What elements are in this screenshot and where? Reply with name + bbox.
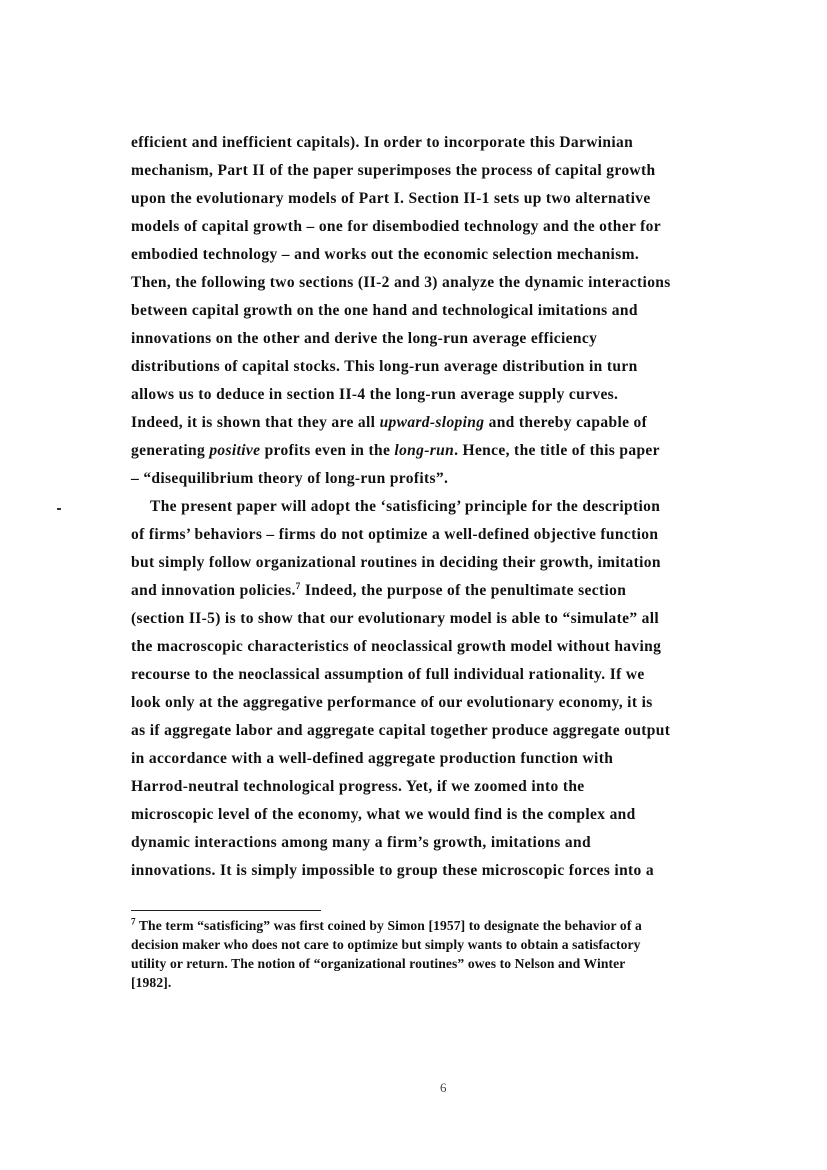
- text-run: and innovation policies.: [131, 582, 296, 599]
- text-run: Indeed, the purpose of the penultimate section: [300, 582, 627, 599]
- body-line: distributions of capital stocks. This long-run average distribution in turn: [131, 358, 638, 375]
- body-line: [131, 413, 647, 433]
- body-line: innovations on the other and derive the long-run average efficiency: [131, 330, 598, 347]
- text-run: . Hence, the title of this paper: [454, 442, 660, 459]
- text-run: generating: [131, 442, 210, 459]
- footnote-number: 7: [131, 916, 136, 927]
- body-line: efficient and inefficient capitals). In order to incorporate this Darwinian: [131, 134, 634, 151]
- footnote-line: [1982].: [131, 975, 172, 990]
- body-line: upon the evolutionary models of Part I. Section II-1 sets up two alternative: [131, 190, 651, 207]
- body-line: of firms’ behaviors – firms do not optimize a well-defined objective function: [131, 526, 659, 543]
- body-line: [131, 581, 626, 601]
- body-line: between capital growth on the one hand and technological imitations and: [131, 302, 638, 319]
- body-line: the macroscopic characteristics of neoclassical growth model without having: [131, 638, 662, 655]
- scan-mark: [57, 508, 61, 510]
- body-line: allows us to deduce in section II-4 the long-run average supply curves.: [131, 386, 619, 403]
- body-line: (section II-5) is to show that our evolutionary model is able to “simulate” all: [131, 610, 660, 627]
- body-line: recourse to the neoclassical assumption of full individual rationality. If we: [131, 666, 645, 683]
- body-line: embodied technology – and works out the economic selection mechanism.: [131, 246, 640, 263]
- body-line: as if aggregate labor and aggregate capital together produce aggregate output: [131, 722, 671, 739]
- text-run: and thereby capable of: [484, 414, 648, 431]
- body-line: models of capital growth – one for disembodied technology and the other for: [131, 218, 661, 235]
- body-line: mechanism, Part II of the paper superimposes the process of capital growth: [131, 162, 656, 179]
- page-number: 6: [440, 1080, 447, 1095]
- body-line: [131, 441, 660, 461]
- text-run: profits even in the: [260, 442, 395, 459]
- body-line: look only at the aggregative performance of our evolutionary economy, it is: [131, 694, 653, 711]
- paragraph-first-line: The present paper will adopt the ‘satisficing’ principle for the description: [150, 498, 661, 515]
- body-line: Harrod-neutral technological progress. Yet, if we zoomed into the: [131, 778, 585, 795]
- footnote-line: [131, 917, 642, 935]
- body-line: innovations. It is simply impossible to group these microscopic forces into a: [131, 862, 654, 879]
- body-line: microscopic level of the economy, what we would find is the complex and: [131, 806, 636, 823]
- footnote-line: decision maker who does not care to optimize but simply wants to obtain a satisfactory: [131, 937, 641, 952]
- emphasis-text: long-run: [394, 442, 455, 459]
- body-line: dynamic interactions among many a firm’s growth, imitations and: [131, 834, 591, 851]
- body-line: – “disequilibrium theory of long-run profits”.: [131, 470, 449, 487]
- emphasis-text: upward-sloping: [379, 414, 485, 431]
- footnote-text: The term “satisficing” was first coined by Simon [1957] to designate the behavior of a: [135, 918, 642, 933]
- footnote-line: utility or return. The notion of “organizational routines” owes to Nelson and Winter: [131, 956, 626, 971]
- body-line: but simply follow organizational routines in deciding their growth, imitation: [131, 554, 661, 571]
- body-line: in accordance with a well-defined aggregate production function with: [131, 750, 614, 767]
- emphasis-text: positive: [209, 442, 261, 459]
- footnote-separator: [131, 910, 321, 911]
- body-line: Then, the following two sections (II-2 and 3) analyze the dynamic interactions: [131, 274, 671, 291]
- footnote-marker: 7: [295, 580, 301, 591]
- text-run: Indeed, it is shown that they are all: [131, 414, 380, 431]
